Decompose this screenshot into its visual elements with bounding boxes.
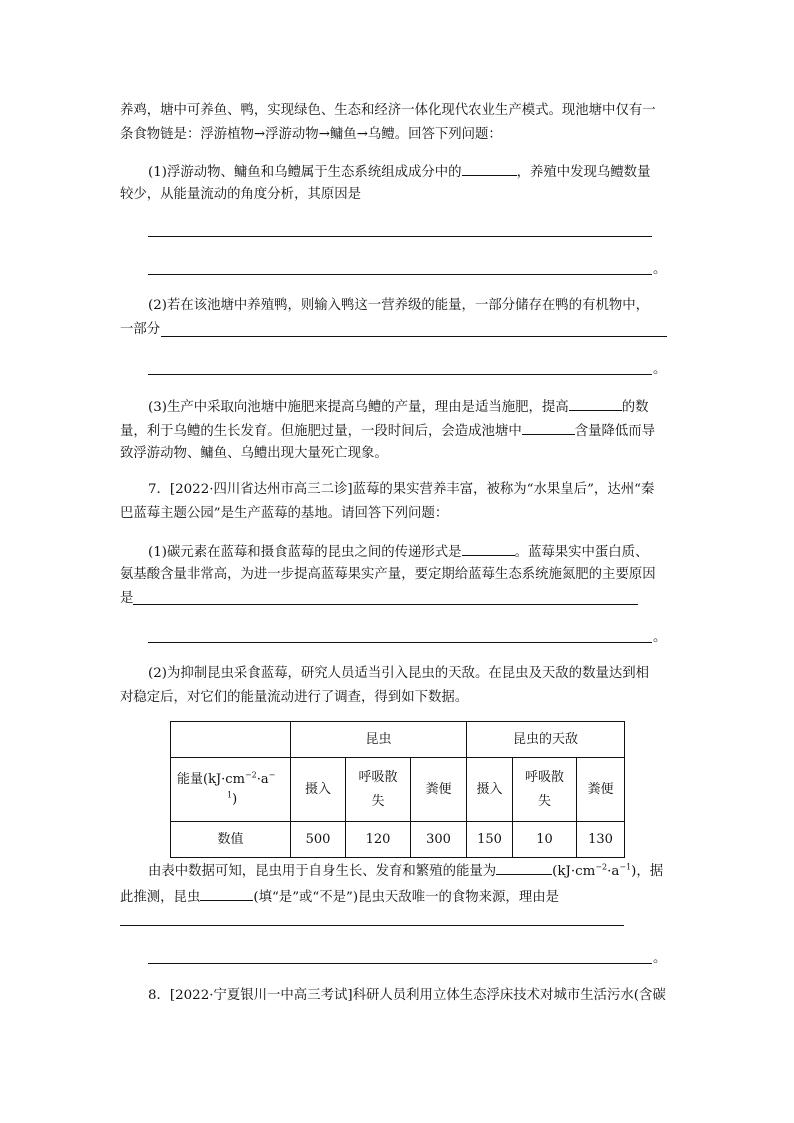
p7-s2-line-1: (2)为抑制昆虫采食蓝莓，研究人员适当引入昆虫的天敌。在昆虫及天敌的数量达到相	[148, 666, 650, 681]
q3-blank-1[interactable]	[569, 396, 622, 411]
q1-answer-line-2[interactable]	[148, 274, 652, 275]
table-row-label-energy	[171, 758, 291, 822]
q1-period: 。	[653, 262, 667, 277]
p7-s1-blank-1[interactable]	[462, 541, 515, 556]
q3-blank-2[interactable]	[522, 420, 575, 435]
row-label-mid: ·a	[256, 771, 269, 787]
q1-text-a: (1)浮游动物、鳙鱼和乌鳢属于生态系统组成成分中的	[148, 165, 462, 180]
col-predator-respiration-l2: 失	[537, 793, 551, 809]
q3-line-2	[120, 420, 655, 440]
col-insect-feces: 粪便	[411, 758, 467, 822]
p7-s1-line-3	[120, 589, 133, 609]
intro-line-1: 养鸡，塘中可养鱼、鸭，实现绿色、生态和经济一体化现代农业生产模式。现池塘中仅有一	[120, 103, 656, 118]
q1-line-1	[148, 161, 650, 181]
p7-after-unit: (kJ·cm	[552, 864, 596, 879]
table-group-predator: 昆虫的天敌	[467, 722, 625, 758]
value-insect-respiration: 120	[346, 822, 411, 858]
p7-after-mid: ·a	[607, 864, 620, 879]
p7-after-end: )，据	[631, 864, 664, 879]
p7-s1-text-d: 是	[120, 591, 134, 606]
table-row-label-value: 数值	[171, 822, 291, 858]
q3-text-d: 含量降低而导	[574, 424, 656, 439]
q3-text-c: 量，利于乌鳢的生长发育。但施肥过量，一段时间后，会造成池塘中	[120, 424, 522, 439]
q3-line-3: 致浮游动物、鳙鱼、乌鳢出现大量死亡现象。	[120, 446, 388, 461]
q2-line-1: (2)若在该池塘中养殖鸭，则输入鸭这一营养级的能量，一部分储存在鸭的有机物中，	[148, 298, 650, 313]
p8-line-1: 8．[2022·宁夏银川一中高三考试]科研人员利用立体生态浮床技术对城市生活污水(含碳	[148, 988, 666, 1003]
p7-after-line-1	[148, 860, 663, 880]
col-insect-intake: 摄入	[291, 758, 346, 822]
col-insect-respiration-l2: 失	[371, 793, 385, 809]
q1-text-b: ，养殖中发现乌鳢数量	[516, 165, 651, 180]
col-predator-intake: 摄入	[467, 758, 513, 822]
p7-after-text-b: 此推测，昆虫	[120, 890, 201, 905]
p7-after-answer-line-2[interactable]	[148, 963, 652, 964]
value-predator-respiration: 10	[513, 822, 577, 858]
row-label-tail: 1	[227, 790, 233, 800]
row-label-exp1: −2	[244, 770, 257, 780]
value-insect-feces: 300	[411, 822, 467, 858]
p7-after-blank-2[interactable]	[200, 886, 253, 901]
table-value-row	[171, 822, 625, 858]
col-predator-respiration-l1: 呼吸散	[524, 769, 564, 785]
p7-after-text-c: (填“是”或“不是”)昆虫天敌唯一的食物来源，理由是	[253, 890, 559, 905]
p7-after-line-2	[120, 886, 559, 906]
intro-line-2: 条食物链是：浮游植物→浮游动物→鳙鱼→乌鳢。回答下列问题：	[120, 127, 502, 142]
energy-flow-table	[170, 721, 625, 858]
p7-after-text-a: 由表中数据可知，昆虫用于自身生长、发育和繁殖的能量为	[148, 864, 497, 879]
q1-answer-line-1[interactable]	[148, 236, 652, 237]
p7-s1-answer-line-2[interactable]	[148, 642, 652, 643]
p7-s1-line-1	[148, 541, 648, 561]
col-predator-respiration	[513, 758, 577, 822]
q2-text-b: 一部分	[120, 322, 161, 337]
row-label-end: )	[232, 791, 238, 807]
p7-after-exp1: −2	[595, 862, 608, 872]
value-predator-intake: 150	[467, 822, 513, 858]
table-column-row	[171, 758, 625, 822]
p7-after-answer-line-1[interactable]	[120, 925, 624, 926]
q3-line-1	[148, 396, 648, 416]
p7-after-blank-1[interactable]	[496, 860, 552, 875]
p7-s1-text-b: 。蓝莓果实中蛋白质、	[514, 545, 649, 560]
col-insect-respiration	[346, 758, 411, 822]
q3-text-a: (3)生产中采取向池塘中施肥来提高乌鳢的产量，理由是适当施肥，提高	[148, 400, 569, 415]
q1-line-2: 较少，从能量流动的角度分析，其原因是	[120, 187, 362, 202]
p7-after-period: 。	[653, 951, 667, 966]
p7-s1-text-a: (1)碳元素在蓝莓和摄食蓝莓的昆虫之间的传递形式是	[148, 545, 462, 560]
row-label-exp2: −	[268, 770, 276, 780]
p7-header-1: 7．[2022·四川省达州市高三二诊]蓝莓的果实营养丰富，被称为“水果皇后”，达州“秦	[148, 482, 655, 497]
p7-s1-answer-line-1[interactable]	[133, 604, 638, 605]
p7-s2-line-2: 对稳定后，对它们的能量流动进行了调查，得到如下数据。	[120, 690, 469, 705]
col-predator-feces: 粪便	[577, 758, 625, 822]
q3-text-b: 的数	[621, 400, 649, 415]
col-insect-respiration-l1: 呼吸散	[358, 769, 398, 785]
table-header-row	[171, 722, 625, 758]
value-predator-feces: 130	[577, 822, 625, 858]
p7-header-2: 巴蓝莓主题公园”是生产蓝莓的基地。请回答下列问题：	[120, 506, 449, 521]
q1-blank-1[interactable]	[462, 161, 517, 176]
value-insect-intake: 500	[291, 822, 346, 858]
table-corner-cell	[171, 722, 291, 758]
table-group-insect: 昆虫	[291, 722, 467, 758]
q2-period: 。	[653, 362, 667, 377]
p7-s1-line-2: 氨基酸含量非常高，为进一步提高蓝莓果实产量，要定期给蓝莓生态系统施氮肥的主要原因	[120, 567, 656, 582]
row-label-main: 能量(kJ·cm	[177, 771, 245, 787]
p7-after-exp2: −1	[619, 862, 632, 872]
p7-s1-period: 。	[653, 630, 667, 645]
q2-answer-line-2[interactable]	[148, 374, 652, 375]
q2-answer-line-1[interactable]	[161, 336, 667, 337]
q2-line-2	[120, 320, 160, 340]
